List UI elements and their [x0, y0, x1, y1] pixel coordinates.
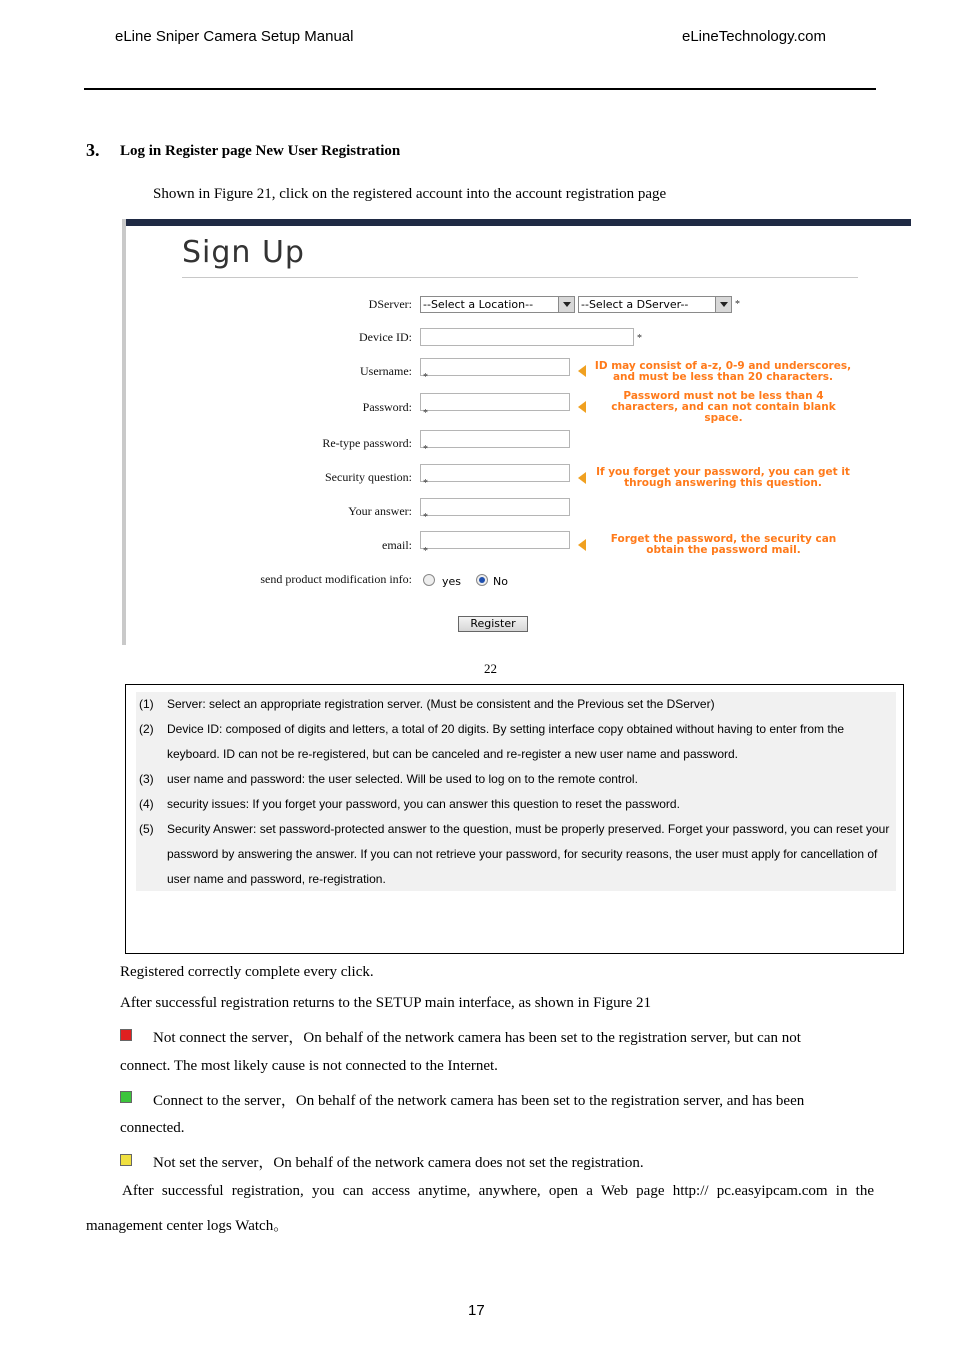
note-line: Security Answer: set password-protected answer to the question, must be properly preserved. Forget your password, you can reset your: [167, 822, 890, 836]
password-input[interactable]: [420, 393, 570, 411]
location-select-value: --Select a Location--: [423, 298, 534, 311]
yellow-status-icon: [120, 1154, 132, 1166]
dserver-label: DServer:: [368, 297, 412, 311]
note-line: password by answering the answer. If you can not retrieve your password, for security reasons, the user must apply for cancellation of: [167, 847, 878, 861]
send-info-label: send product modification info:: [260, 572, 412, 586]
page-number: 17: [468, 1302, 485, 1319]
paragraph: Connect to the server，On behalf of the network camera has been set to the registration server, and has been: [153, 1093, 805, 1109]
no-radio[interactable]: [476, 574, 488, 586]
note-line: user name and password: the user selected. Will be used to log on to the remote control.: [167, 772, 638, 786]
chevron-down-icon: [715, 297, 731, 312]
paragraph: After successful registration returns to the SETUP main interface, as shown in Figure 21: [120, 995, 651, 1011]
paragraph: management center logs Watch。: [86, 1218, 289, 1234]
location-select[interactable]: [420, 296, 575, 313]
note-number: (1): [139, 697, 154, 711]
password-hint: Password must not be less than 4 characters, and can not contain blank space.: [611, 390, 836, 424]
note-line: Device ID: composed of digits and letters, a total of 20 digits. By setting interface copy obtained without having to enter from the: [167, 722, 845, 736]
notes-list: [136, 692, 896, 891]
answer-input[interactable]: [420, 498, 570, 516]
paragraph: Not connect the server，On behalf of the network camera has been set to the registration server, but can not: [153, 1030, 801, 1046]
hint-arrow-icon: [578, 365, 586, 377]
retype-password-input[interactable]: [420, 430, 570, 448]
paragraph: Registered correctly complete every click.: [120, 964, 374, 980]
signup-screenshot: [122, 219, 911, 645]
security-question-input[interactable]: [420, 464, 570, 482]
required-mark: *: [637, 333, 642, 344]
signup-title-divider: [182, 277, 858, 278]
red-status-icon: [120, 1029, 132, 1041]
green-status-icon: [120, 1091, 132, 1103]
yes-label: yes: [442, 575, 462, 588]
intro-paragraph: Shown in Figure 21, click on the registered account into the account registration page: [153, 186, 667, 202]
note-number: (3): [139, 772, 154, 786]
device-id-label: Device ID:: [359, 330, 412, 344]
figure-number: 22: [484, 661, 497, 676]
no-label: No: [493, 575, 508, 588]
hint-arrow-icon: [578, 401, 586, 413]
signup-title: Sign Up: [182, 235, 305, 270]
note-number: (4): [139, 797, 154, 811]
notes-box: [125, 684, 904, 954]
header-divider: [84, 88, 876, 90]
device-id-input[interactable]: [420, 328, 634, 346]
email-hint: Forget the password, the security can obtain the password mail.: [610, 533, 837, 556]
required-mark: *: [423, 478, 428, 489]
register-button[interactable]: Register: [458, 616, 528, 632]
required-mark: *: [423, 408, 428, 419]
email-label: email:: [382, 538, 412, 552]
username-input[interactable]: [420, 358, 570, 376]
paragraph: Not set the server，On behalf of the network camera does not set the registration.: [153, 1155, 644, 1171]
section-number: 3.: [86, 140, 100, 160]
retype-password-label: Re-type password:: [322, 436, 412, 450]
password-label: Password:: [362, 400, 412, 414]
paragraph: connected.: [120, 1120, 185, 1136]
security-hint: If you forget your password, you can get it through answering this question.: [596, 466, 850, 489]
dserver-select[interactable]: [578, 296, 732, 313]
hint-arrow-icon: [578, 472, 586, 484]
dserver-select-value: --Select a DServer--: [581, 298, 689, 311]
note-number: (2): [139, 722, 154, 736]
email-input[interactable]: [420, 531, 570, 549]
header-title: eLine Sniper Camera Setup Manual: [115, 28, 354, 45]
note-line: security issues: If you forget your password, you can answer this question to reset the password.: [167, 797, 680, 811]
required-mark: *: [423, 372, 428, 383]
required-mark: *: [735, 299, 740, 310]
security-question-label: Security question:: [325, 470, 412, 484]
required-mark: *: [423, 546, 428, 557]
section-title: Log in Register page New User Registration: [120, 143, 401, 159]
required-mark: *: [423, 444, 428, 455]
yes-radio[interactable]: [423, 574, 435, 586]
screenshot-left-border: [122, 219, 126, 645]
screenshot-top-bar: [122, 219, 911, 226]
username-hint: ID may consist of a-z, 0-9 and underscores, and must be less than 20 characters.: [594, 360, 852, 383]
answer-label: Your answer:: [348, 504, 412, 518]
note-line: keyboard. ID can not be re-registered, but can be canceled and re-register a new user name and password.: [167, 747, 738, 761]
note-number: (5): [139, 822, 154, 836]
paragraph: After successful registration, you can access anytime, anywhere, open a Web page http:// pc.easyipcam.com in the: [122, 1183, 874, 1199]
note-line: Server: select an appropriate registration server. (Must be consistent and the Previous set the DServer): [167, 697, 715, 711]
required-mark: *: [423, 512, 428, 523]
username-label: Username:: [360, 364, 412, 378]
note-line: user name and password, re-registration.: [167, 872, 386, 886]
header-website: eLineTechnology.com: [682, 28, 826, 45]
chevron-down-icon: [558, 297, 574, 312]
paragraph: connect. The most likely cause is not connected to the Internet.: [120, 1058, 498, 1074]
hint-arrow-icon: [578, 539, 586, 551]
